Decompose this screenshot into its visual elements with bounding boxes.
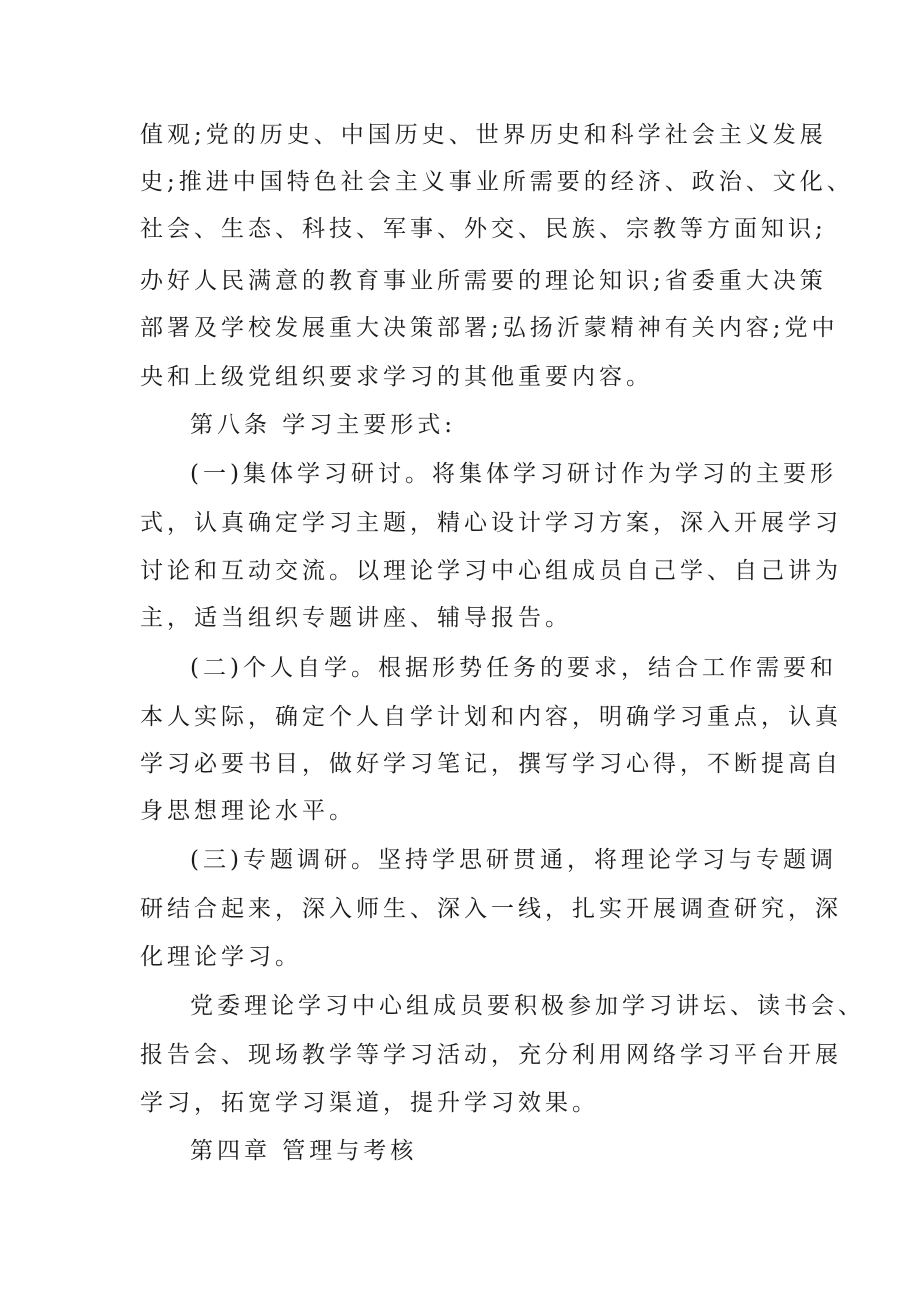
text-line: 讨论和互动交流。以理论学习中心组成员自己学、自己讲为 xyxy=(140,558,842,584)
text-line: 社会、生态、科技、军事、外交、民族、宗教等方面知识; xyxy=(140,216,827,242)
text-line: 学习，拓宽学习渠道，提升学习效果。 xyxy=(140,1090,599,1116)
paragraph-start: (二)个人自学。根据形势任务的要求，结合工作需要和 xyxy=(190,655,837,681)
paragraph-start: (一)集体学习研讨。将集体学习研讨作为学习的主要形 xyxy=(190,461,837,487)
text-line: 史;推进中国特色社会主义事业所需要的经济、政治、文化、 xyxy=(140,169,854,195)
text-line: 值观;党的历史、中国历史、世界历史和科学社会主义发展 xyxy=(140,122,827,148)
text-line: 研结合起来，深入师生、深入一线，扎实开展调查研究，深 xyxy=(140,896,842,922)
text-line: 报告会、现场教学等学习活动，充分利用网络学习平台开展 xyxy=(140,1042,842,1068)
text-line: 式，认真确定学习主题，精心设计学习方案，深入开展学习 xyxy=(140,510,842,536)
text-line: 学习必要书目，做好学习笔记，撰写学习心得，不断提高自 xyxy=(140,751,842,777)
paragraph-start: 党委理论学习中心组成员要积极参加学习讲坛、读书会、 xyxy=(190,993,865,1019)
text-line: 办好人民满意的教育事业所需要的理论知识;省委重大决策 xyxy=(140,268,827,294)
text-line: 本人实际，确定个人自学计划和内容，明确学习重点，认真 xyxy=(140,704,842,730)
text-line: 身思想理论水平。 xyxy=(140,798,356,824)
paragraph-start: (三)专题调研。坚持学思研贯通，将理论学习与专题调 xyxy=(190,847,837,873)
text-line: 主，适当组织专题讲座、辅导报告。 xyxy=(140,605,572,631)
text-line: 化理论学习。 xyxy=(140,944,302,970)
article-heading: 第八条 学习主要形式: xyxy=(190,412,457,438)
text-line: 央和上级党组织要求学习的其他重要内容。 xyxy=(140,364,653,390)
text-line: 部署及学校发展重大决策部署;弘扬沂蒙精神有关内容;党中 xyxy=(140,315,839,341)
chapter-heading: 第四章 管理与考核 xyxy=(190,1138,418,1164)
